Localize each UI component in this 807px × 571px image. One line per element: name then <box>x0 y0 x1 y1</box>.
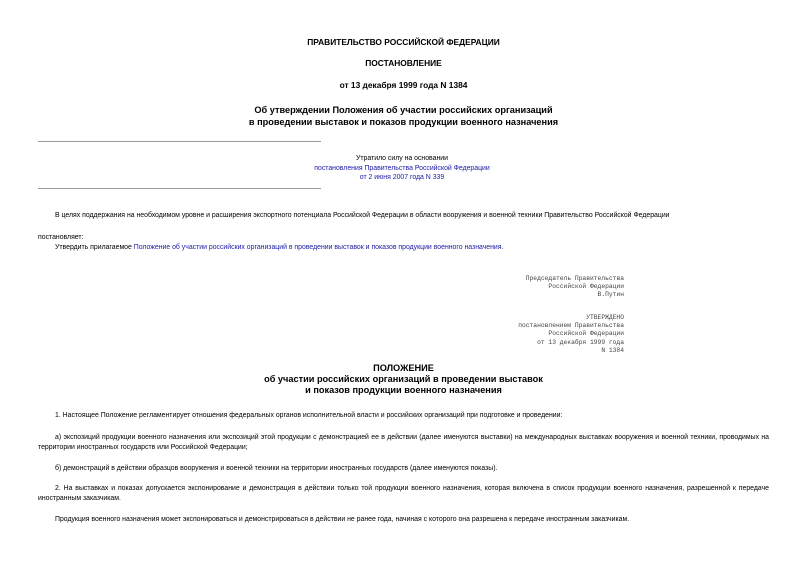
preamble-text: В целях поддержания на необходимом уровне и расширения экспортного потенциала Российской Федерации в области вооружения и военной техники Правительство Российской Федерации <box>55 212 670 219</box>
regulation-paragraph-5: Продукция военного назначения может экспонироваться и демонстрироваться в действии не ранее года, начиная с которого она разрешена к передаче иностранным заказчикам. <box>55 516 630 523</box>
approval-line-1: УТВЕРЖДЕНО <box>586 314 624 321</box>
approval-line-2: постановлением Правительства <box>518 322 624 330</box>
signature-block <box>526 275 624 300</box>
regulation-paragraph-3: б) демонстраций в действии образцов вооружения и военной техники на территории иностранных государств (далее именуются показы). <box>55 465 498 472</box>
top-divider <box>38 141 321 142</box>
regulation-paragraph-1: 1. Настоящее Положение регламентирует отношения федеральных органов исполнительной власти и российских организаций при подготовке и проведении: <box>55 412 563 419</box>
regulation-paragraph-4: 2. На выставках и показах допускается экспонирование и демонстрация в действии только той продукции военного назначения, которая включена в список продукции военного назначения, разрешенной к передаче иностранным заказчикам. <box>38 485 769 502</box>
status-note <box>252 154 552 183</box>
document-date-number: от 13 декабря 1999 года N 1384 <box>339 80 468 90</box>
regulation-subtitle-2: и показов продукции военного назначения <box>305 385 502 395</box>
approve-prefix: Утвердить прилагаемое <box>55 244 134 251</box>
document-title-line-2: в проведении выставок и показов продукции военного назначения <box>248 117 559 127</box>
status-note-link-date[interactable]: от 2 июня 2007 года N 339 <box>359 174 445 181</box>
regulation-subtitle-1: об участии российских организаций в проведении выставок <box>264 374 543 384</box>
regulation-heading: ПОЛОЖЕНИЕ <box>373 363 434 373</box>
status-note-link[interactable]: постановления Правительства Российской Федерации <box>314 164 490 172</box>
document-type: ПОСТАНОВЛЕНИЕ <box>365 58 442 68</box>
government-name: ПРАВИТЕЛЬСТВО РОССИЙСКОЙ ФЕДЕРАЦИИ <box>307 37 500 47</box>
bottom-divider <box>38 188 321 189</box>
approval-stamp <box>518 314 624 355</box>
signature-line-1: Председатель Правительства <box>525 275 624 282</box>
approval-line-5: N 1384 <box>601 346 624 354</box>
signature-line-3: В.Путин <box>597 291 624 299</box>
signature-line-2: Российской Федерации <box>548 283 624 291</box>
regulation-paragraph-2: а) экспозиций продукции военного назначения или экспозиций этой продукции с демонстрацией ее в действии (далее именуются выставки) на международных выставках вооружения и военной техники, проводимых на территории иностранных государств или Российской Федерации; <box>38 434 769 451</box>
approve-suffix: . <box>501 244 504 251</box>
approval-line-4: от 13 декабря 1999 года <box>537 338 624 346</box>
preamble-decree: постановляет: <box>38 234 84 241</box>
document-title-line-1: Об утверждении Положения об участии российских организаций <box>254 105 553 115</box>
regulation-link[interactable]: Положение об участии российских организаций в проведении выставок и показов продукции военного назначения <box>133 244 502 251</box>
approval-line-3: Российской Федерации <box>548 330 624 338</box>
approve-paragraph <box>55 243 775 253</box>
status-note-line-1: Утратило силу на основании <box>356 155 448 162</box>
